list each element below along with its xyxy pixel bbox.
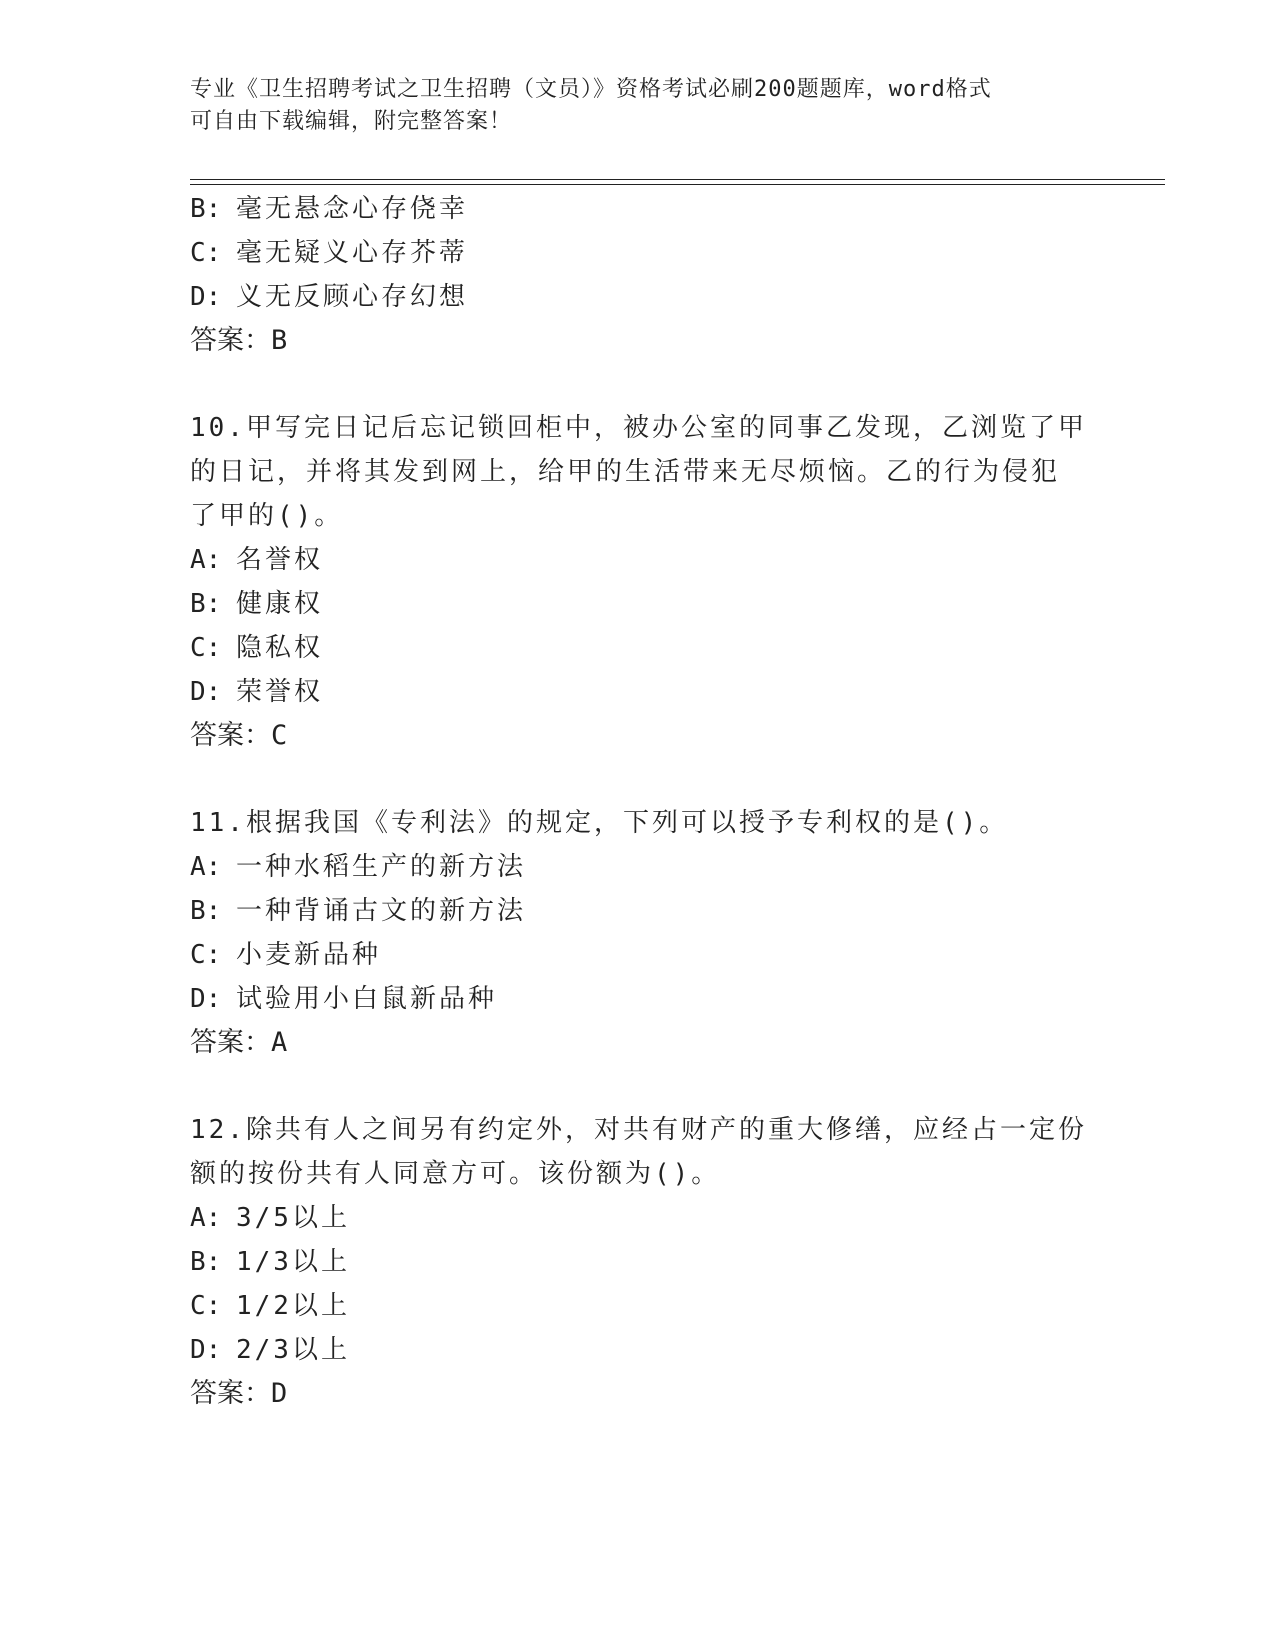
- option-letter: B:: [190, 589, 222, 619]
- q9-option-d: [190, 279, 468, 315]
- q10-option-a: [190, 542, 323, 578]
- q9-answer: [190, 323, 287, 359]
- option-text: 1/3以上: [236, 1247, 350, 1277]
- q11-option-d: [190, 981, 497, 1017]
- q10-option-c: [190, 630, 323, 666]
- q10-option-b: [190, 586, 323, 622]
- option-text: 3/5以上: [236, 1203, 350, 1233]
- header-line-2: 可自由下载编辑，附完整答案！: [190, 109, 513, 134]
- header-line-1: 专业《卫生招聘考试之卫生招聘（文员）》资格考试必刷200题题库，word格式: [190, 77, 992, 102]
- option-letter: D:: [190, 282, 222, 312]
- q12-stem-line-2: 额的按份共有人同意方可。该份额为()。: [190, 1159, 721, 1189]
- q12-option-d: [190, 1332, 350, 1368]
- q12-option-c: [190, 1288, 350, 1324]
- q9-option-c: [190, 235, 468, 271]
- option-text: 荣誉权: [236, 677, 324, 707]
- q11-option-b: [190, 893, 526, 929]
- option-text: 毫无疑义心存芥蒂: [236, 238, 469, 268]
- q10-stem-line-2: 的日记，并将其发到网上，给甲的生活带来无尽烦恼。乙的行为侵犯: [190, 457, 1061, 487]
- q12-answer: [190, 1376, 287, 1412]
- header-divider-bottom: [190, 184, 1165, 185]
- option-text: 名誉权: [236, 545, 324, 575]
- q11-option-c: [190, 937, 381, 973]
- option-text: 2/3以上: [236, 1335, 350, 1365]
- option-text: 小麦新品种: [236, 940, 382, 970]
- option-letter: C:: [190, 1291, 222, 1321]
- option-letter: A:: [190, 545, 222, 575]
- option-text: 一种背诵古文的新方法: [236, 896, 527, 926]
- answer-value: B: [271, 325, 288, 356]
- q10-stem-line-1: 10.甲写完日记后忘记锁回柜中，被办公室的同事乙发现，乙浏览了甲: [190, 413, 1087, 443]
- option-letter: D:: [190, 1335, 222, 1365]
- answer-label: 答案：: [190, 325, 271, 356]
- option-letter: D:: [190, 677, 222, 707]
- q10-option-d: [190, 674, 323, 710]
- option-letter: C:: [190, 633, 222, 663]
- option-letter: A:: [190, 852, 222, 882]
- answer-value: A: [271, 1027, 288, 1058]
- q12-option-b: [190, 1244, 350, 1280]
- option-letter: C:: [190, 238, 222, 268]
- option-letter: C:: [190, 940, 222, 970]
- option-letter: B:: [190, 896, 222, 926]
- option-text: 义无反顾心存幻想: [236, 282, 469, 312]
- option-text: 试验用小白鼠新品种: [236, 984, 498, 1014]
- q9-option-b: [190, 191, 468, 227]
- q11-stem-line-1: 11.根据我国《专利法》的规定，下列可以授予专利权的是()。: [190, 808, 1009, 838]
- option-text: 1/2以上: [236, 1291, 350, 1321]
- q10-stem-line-3: 了甲的()。: [190, 501, 344, 531]
- answer-label: 答案：: [190, 1027, 271, 1058]
- q11-option-a: [190, 849, 526, 885]
- answer-value: C: [271, 720, 288, 751]
- option-letter: B:: [190, 194, 222, 224]
- q12-option-a: [190, 1200, 350, 1236]
- header-divider-top: [190, 179, 1165, 180]
- answer-value: D: [271, 1378, 288, 1409]
- q10-answer: [190, 718, 287, 754]
- option-letter: D:: [190, 984, 222, 1014]
- option-letter: B:: [190, 1247, 222, 1277]
- option-letter: A:: [190, 1203, 222, 1233]
- answer-label: 答案：: [190, 720, 271, 751]
- option-text: 健康权: [236, 589, 324, 619]
- answer-label: 答案：: [190, 1378, 271, 1409]
- q12-stem-line-1: 12.除共有人之间另有约定外，对共有财产的重大修缮，应经占一定份: [190, 1115, 1087, 1145]
- option-text: 一种水稻生产的新方法: [236, 852, 527, 882]
- q11-answer: [190, 1025, 287, 1061]
- option-text: 隐私权: [236, 633, 324, 663]
- option-text: 毫无悬念心存侥幸: [236, 194, 469, 224]
- document-header: [190, 74, 1090, 138]
